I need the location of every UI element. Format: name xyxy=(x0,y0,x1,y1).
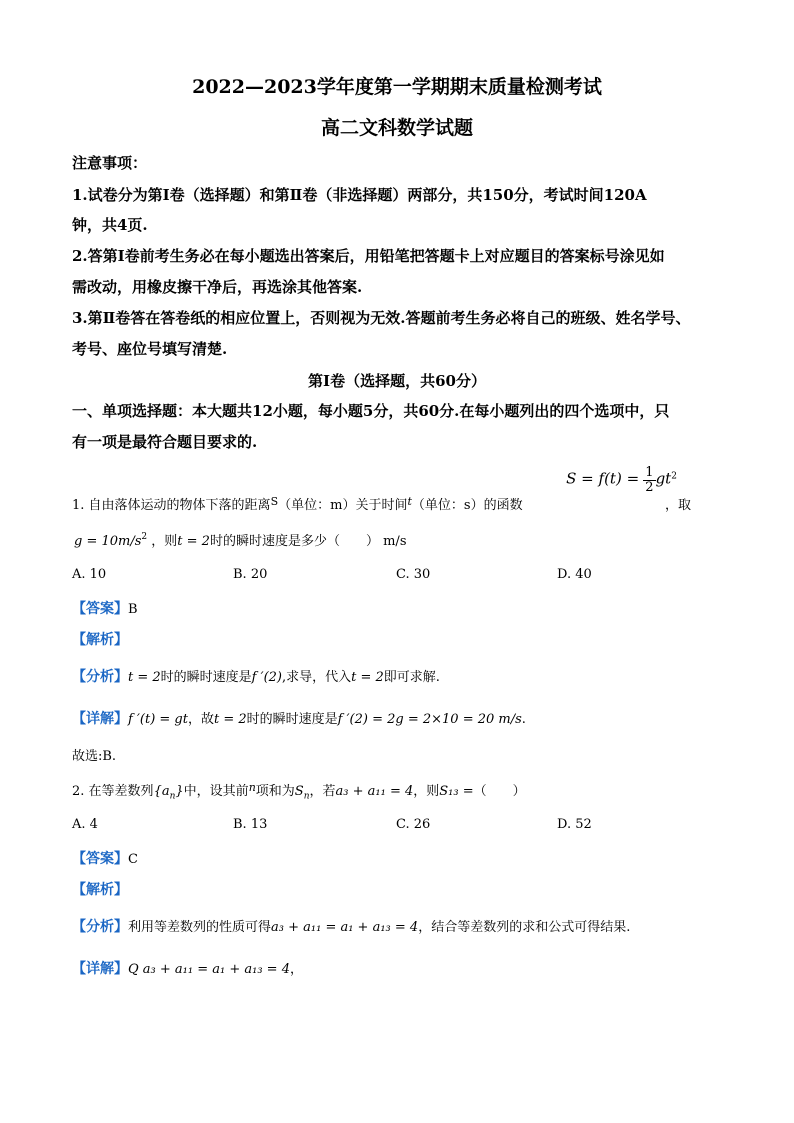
q1-conclusion: 故选:B. xyxy=(72,749,117,764)
q2-analysis-tag: 【解析】 xyxy=(72,882,128,898)
q1-stem-line-1: 1. 自由落体运动的物体下落的距离$^S$（单位：m）关于时间$^t$（单位：s）的函数 xyxy=(72,495,523,513)
notice-line-2: 钟，共4页. xyxy=(72,216,148,234)
q2-option-a: A. 4 xyxy=(72,817,98,832)
q1-analysis-tag: 【解析】 xyxy=(72,632,128,648)
q1-function-expr: S = f(t) = xyxy=(566,469,640,488)
section-intro-line-2: 有一项是最符合题目要求的. xyxy=(72,433,258,451)
q2-option-c: C. 26 xyxy=(396,817,431,832)
page-subtitle: 高二文科数学试题 xyxy=(320,117,473,139)
q1-option-a: A. 10 xyxy=(72,567,107,582)
q2-xiangjie: 【详解】Q a₃ + a₁₁ = a₁ + a₁₃ = 4， xyxy=(72,961,303,977)
section-intro-line-1: 一、单项选择题：本大题共12小题，每小题5分，共60分.在每小题列出的四个选项中，只 xyxy=(72,402,670,420)
notice-line-1: 1.试卷分为第Ⅰ卷（选择题）和第Ⅱ卷（非选择题）两部分，共150分，考试时间120A xyxy=(72,186,647,204)
q2-stem: 2. 在等差数列$\{a_n\}$中，设其前$^n$项和为$S_n$，若a₃ + a₁₁ = 4，则S₁₃ =（ ） xyxy=(72,781,526,802)
q1-take-text: ，取 xyxy=(665,498,692,513)
q1-xiangjie: 【详解】f ′(t) = gt，故t = 2时的瞬时速度是f ′(2) = 2g = 2×10 = 20 m/s. xyxy=(72,711,526,727)
notice-line-5: 3.第Ⅱ卷答在答卷纸的相应位置上，否则视为无效.答题前考生务必将自己的班级、姓名学号、 xyxy=(72,309,691,327)
section-title: 第Ⅰ卷（选择题，共60分） xyxy=(308,372,486,390)
q1-option-c: C. 30 xyxy=(396,567,431,582)
q1-option-b: B. 20 xyxy=(233,567,268,582)
q2-option-b: B. 13 xyxy=(233,817,268,832)
q1-stem-line-2: $g = 10m/s^2$ ，则t = 2时的瞬时速度是多少（ ） m/s xyxy=(74,532,407,549)
q1-fraction: $\frac{1}{2}$ xyxy=(645,465,654,495)
q2-answer: 【答案】C xyxy=(72,851,138,867)
q1-answer: 【答案】B xyxy=(72,601,138,617)
q1-option-d: D. 40 xyxy=(557,567,592,582)
q2-option-d: D. 52 xyxy=(557,817,592,832)
page-title: 2022—2023学年度第一学期期末质量检测考试 xyxy=(192,76,602,98)
q1-number: 1. xyxy=(72,498,85,513)
q1-g-value: g = 10m/s xyxy=(74,534,142,549)
q2-number: 2. xyxy=(72,784,85,799)
notice-heading: 注意事项： xyxy=(72,154,148,172)
notice-line-4: 需改动，用橡皮擦干净后，再选涂其他答案. xyxy=(72,278,363,296)
notice-line-6: 考号、座位号填写清楚. xyxy=(72,340,228,358)
notice-line-3: 2.答第Ⅰ卷前考生务必在每小题选出答案后，用铅笔把答题卡上对应题目的答案标号涂见如 xyxy=(72,247,665,265)
q2-fenxi: 【分析】利用等差数列的性质可得a₃ + a₁₁ = a₁ + a₁₃ = 4，结合等差数列的求和公式可得结果. xyxy=(72,919,631,935)
q1-formula-line: S = f(t) = $\frac{1}{2}$ $gt^2$ xyxy=(566,465,677,495)
q1-fenxi: 【分析】t = 2时的瞬时速度是f ′(2),求导，代入t = 2即可求解. xyxy=(72,669,440,685)
